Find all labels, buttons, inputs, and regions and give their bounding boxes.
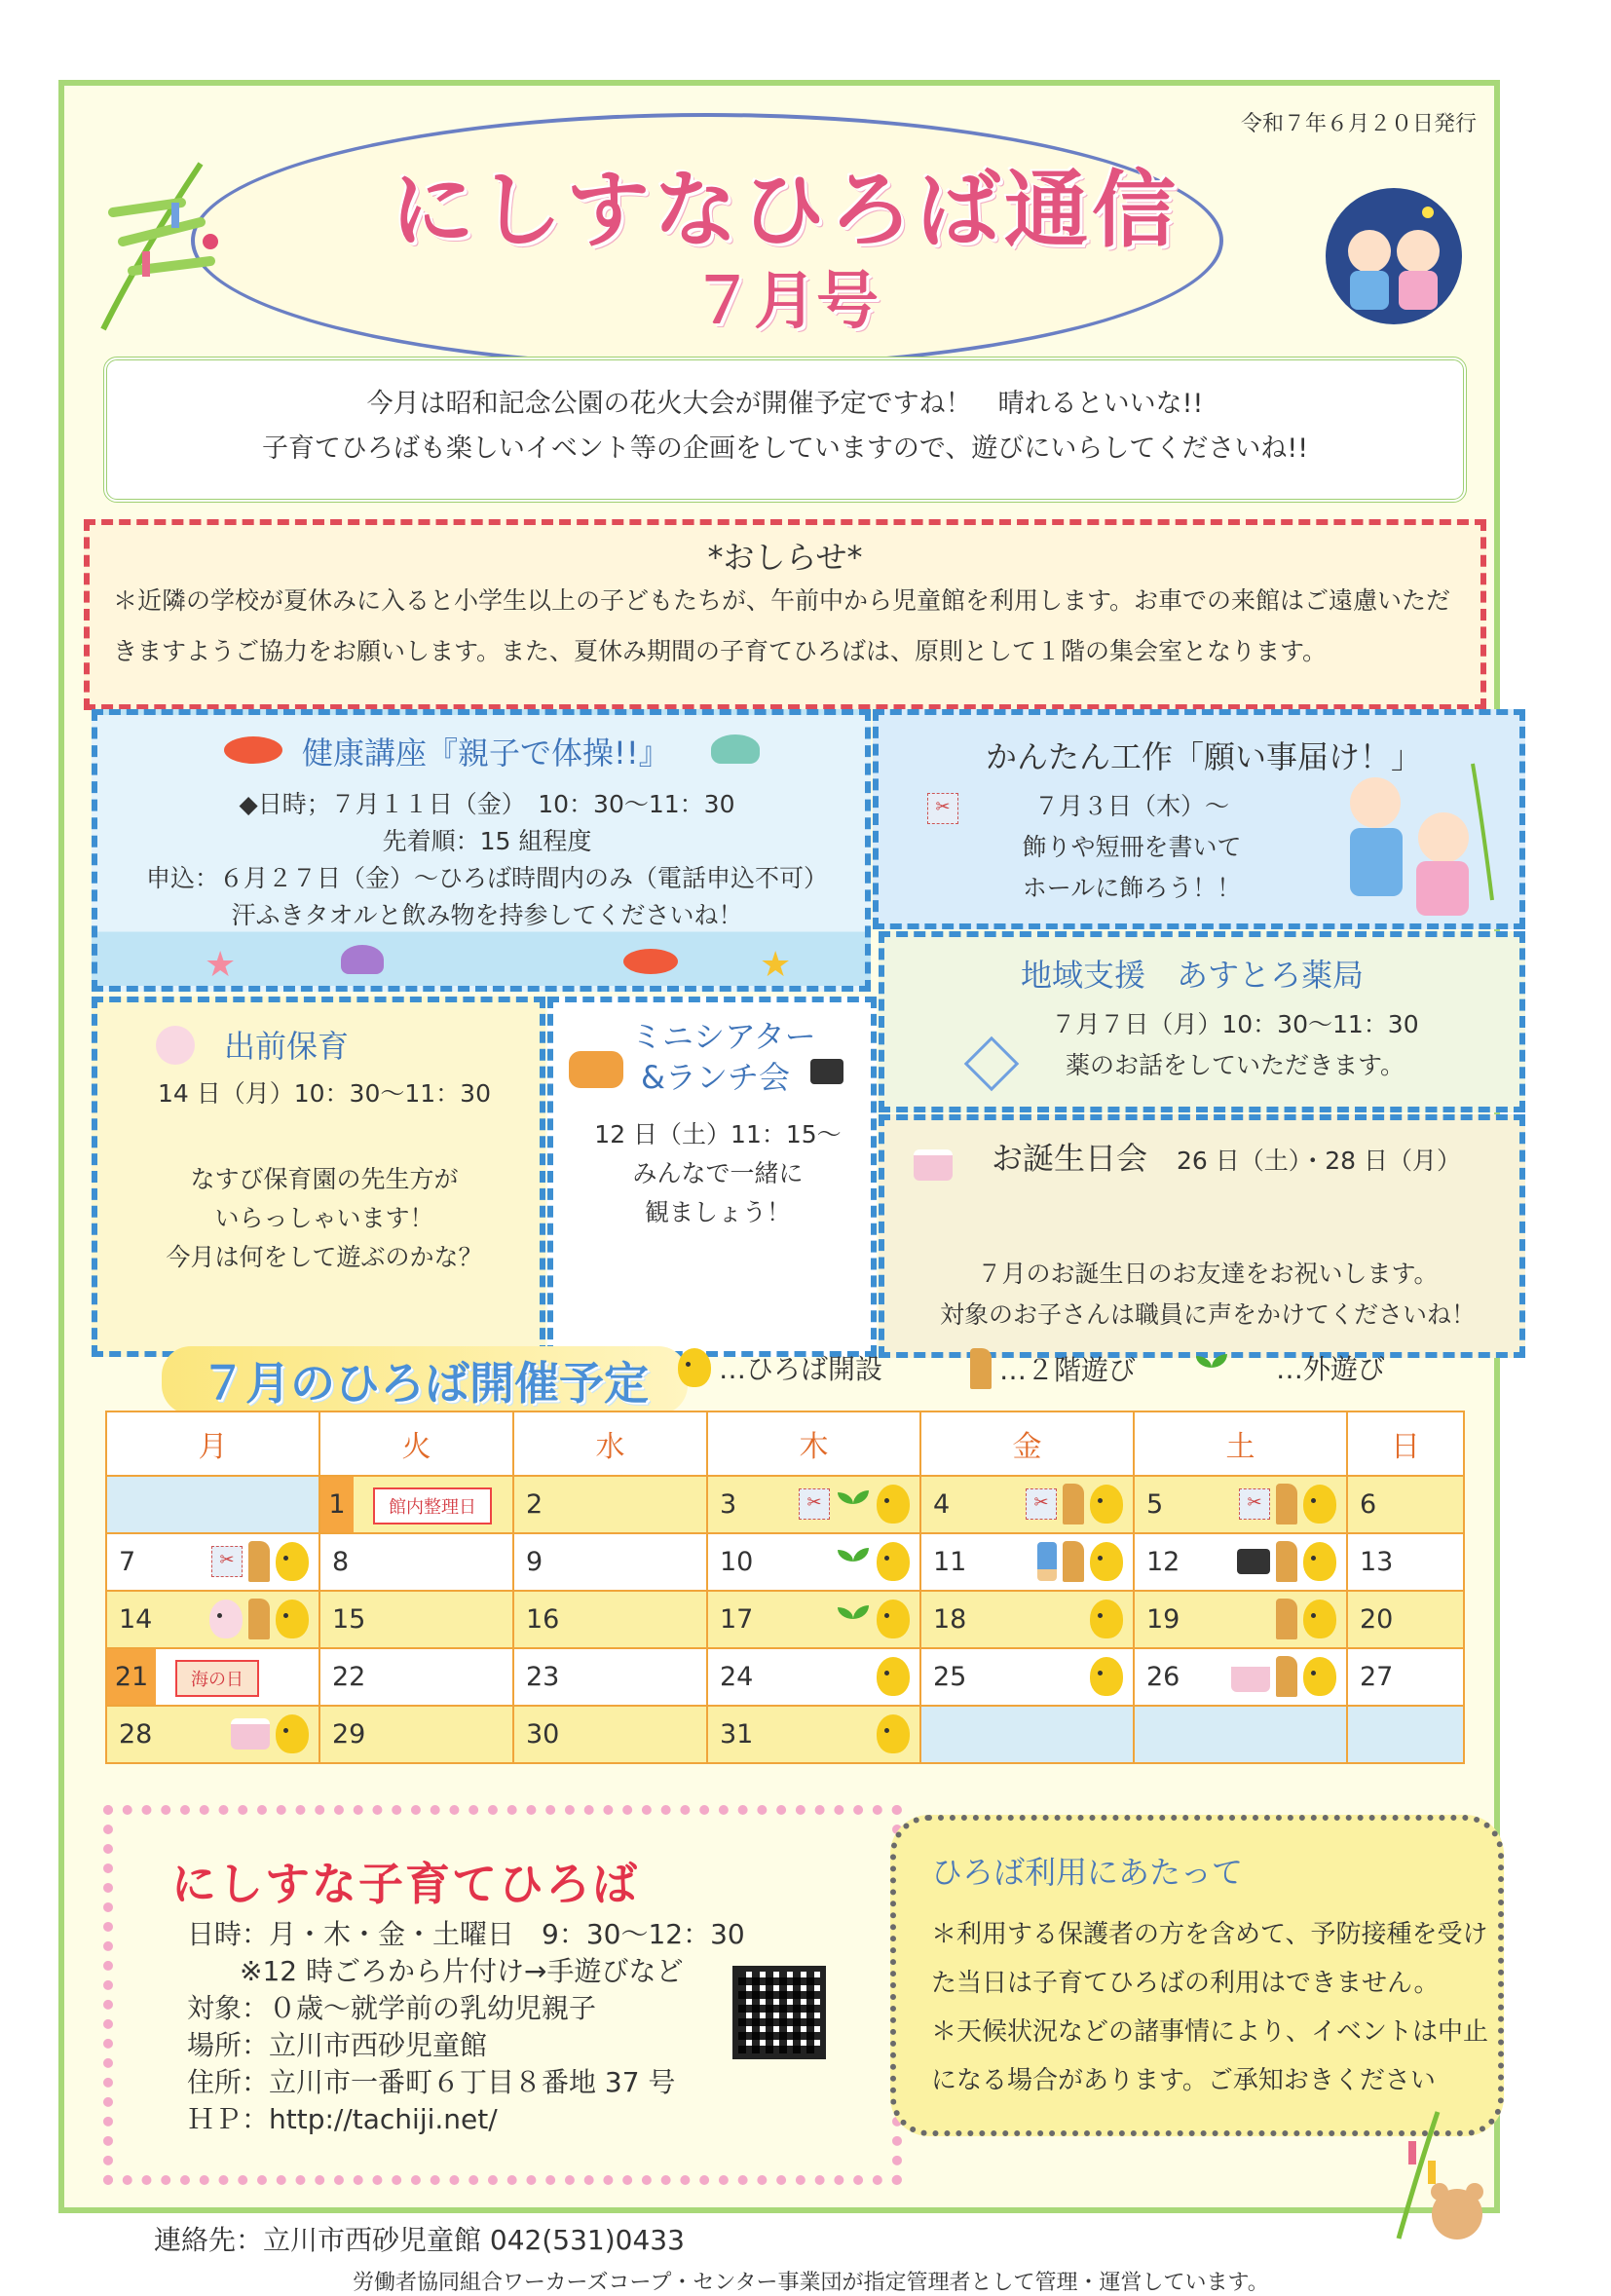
octopus-icon: [341, 945, 384, 974]
calendar-day: 12: [1134, 1533, 1347, 1591]
qr-code-icon[interactable]: [732, 1966, 826, 2059]
calendar-day: 11: [920, 1533, 1134, 1591]
sprout-icon: [1194, 1350, 1229, 1385]
calendar-day: 7 ✂: [106, 1533, 319, 1591]
calendar-week: [106, 1706, 1464, 1763]
giraffe-icon: [248, 1599, 270, 1639]
event-title: 健康講座『親子で体操!!』: [302, 734, 670, 772]
fish-icon: [623, 949, 678, 974]
movie-camera-icon: [1237, 1549, 1270, 1574]
info-hours: 日時：月・木・金・土曜日 9：30～12：30: [187, 1918, 745, 1950]
contact-info: 連絡先：立川市西砂児童館 042(531)0433: [154, 2224, 685, 2256]
chick-icon: [1090, 1600, 1123, 1638]
event-delivery-childcare: [92, 997, 545, 1357]
event-detail: ホールに飾ろう！！: [1022, 874, 1242, 902]
calendar-day-empty: [1134, 1706, 1347, 1763]
event-title: お誕生日会: [992, 1140, 1148, 1177]
calendar-day: 2: [513, 1476, 707, 1533]
calendar-day: 20: [1347, 1591, 1464, 1648]
event-detail: いらっしゃいます！: [214, 1204, 434, 1232]
chick-icon: [877, 1485, 910, 1524]
weekday-header: 金: [920, 1411, 1134, 1476]
info-target: 対象：０歳～就学前の乳幼児親子: [187, 1992, 597, 2024]
event-datetime: ７月７日（月）10：30～11：30: [1051, 1010, 1419, 1038]
chick-icon: [1303, 1657, 1336, 1696]
usage-title: ひろば利用にあたって: [931, 1854, 1244, 1891]
event-title: 地域支援 あすとろ薬局: [1021, 957, 1365, 994]
calendar-day: 27: [1347, 1648, 1464, 1706]
event-capacity: 先着順：15 組程度: [382, 827, 592, 855]
event-craft: [873, 709, 1525, 929]
pencil-icon: [1037, 1542, 1057, 1581]
calendar-day: 25: [920, 1648, 1134, 1706]
calendar-day: 30: [513, 1706, 707, 1763]
calendar-day-empty: [106, 1476, 319, 1533]
calendar-day: 29: [319, 1706, 513, 1763]
legend-label: …ひろば開設: [719, 1353, 883, 1385]
event-birthday: [879, 1114, 1525, 1358]
legend-outdoor: [1194, 1348, 1385, 1387]
cake-icon: [1231, 1661, 1270, 1692]
calendar-day: 18: [920, 1591, 1134, 1648]
calendar-day: 23: [513, 1648, 707, 1706]
notice-title: *おしらせ*: [707, 539, 863, 576]
calendar-day: 21 海の日: [106, 1648, 319, 1706]
event-dates: 26 日（土）・28 日（月）: [1177, 1147, 1462, 1175]
info-note: ※12 時ごろから片付け→手遊びなど: [240, 1955, 684, 1987]
calendar-day: 13: [1347, 1533, 1464, 1591]
calendar-day: 26: [1134, 1648, 1347, 1706]
chick-icon: [1303, 1542, 1336, 1581]
calendar-day: 17: [707, 1591, 920, 1648]
calendar-week: [106, 1533, 1464, 1591]
weekday-header: 土: [1134, 1411, 1347, 1476]
calendar-day: 3 ✂: [707, 1476, 920, 1533]
event-detail: 今月は何をして遊ぶのかな？: [166, 1243, 483, 1271]
event-datetime: 12 日（土）11：15～: [594, 1120, 842, 1148]
giraffe-icon: [248, 1541, 270, 1582]
calendar-day: 14: [106, 1591, 319, 1648]
event-title: ミニシアター: [631, 1018, 816, 1055]
bento-icon: [569, 1051, 623, 1088]
sprout-icon: [836, 1544, 871, 1579]
calendar-day: 28: [106, 1706, 319, 1763]
newsletter-title: にしすなひろば通信: [391, 162, 1180, 259]
calendar-week: [106, 1591, 1464, 1648]
chick-icon: [276, 1600, 309, 1638]
calendar-day: 1 館内整理日: [319, 1476, 513, 1533]
giraffe-icon: [970, 1348, 992, 1389]
legend-upstairs: [970, 1348, 1136, 1389]
orihime-hikoboshi-icon: [1327, 754, 1502, 920]
event-note: 汗ふきタオルと飲み物を持参してくださいね！: [231, 901, 743, 929]
calendar-day: 16: [513, 1591, 707, 1648]
giraffe-icon: [1063, 1541, 1084, 1582]
event-detail: みんなで一緒に: [632, 1159, 804, 1187]
event-title: &ランチ会: [641, 1059, 790, 1096]
calendar-day: 10: [707, 1533, 920, 1591]
event-detail: 飾りや短冊を書いて: [1022, 833, 1242, 861]
event-title: かんたん工作「願い事届け！」: [986, 738, 1423, 775]
calendar-day: 5 ✂: [1134, 1476, 1347, 1533]
schedule-calendar: [105, 1411, 1465, 1764]
info-homepage-link[interactable]: ＨＰ：http://tachiji.net/: [187, 2103, 498, 2135]
chick-icon: [1303, 1485, 1336, 1524]
scissors-icon: ✂: [799, 1488, 830, 1520]
calendar-day: 15: [319, 1591, 513, 1648]
fish-icon: [224, 736, 282, 764]
calendar-day: 19: [1134, 1591, 1347, 1648]
calendar-day: 22: [319, 1648, 513, 1706]
event-application: 申込：６月２７日（金）～ひろば時間内のみ（電話申込不可）: [145, 864, 828, 892]
event-detail: 対象のお子さんは職員に声をかけてくださいね！: [939, 1300, 1476, 1329]
chick-icon: [1090, 1542, 1123, 1581]
calendar-day: 6: [1347, 1476, 1464, 1533]
issue-date: 令和７年６月２０日発行: [1240, 112, 1477, 136]
calendar-day: 9: [513, 1533, 707, 1591]
event-detail: なすび保育園の先生方が: [190, 1165, 459, 1193]
event-detail: 観ましょう！: [644, 1198, 791, 1226]
calendar-day: 4 ✂: [920, 1476, 1134, 1533]
scissors-icon: ✂: [1239, 1488, 1270, 1520]
event-detail: ７月のお誕生日のお友達をお祝いします。: [977, 1260, 1439, 1288]
chick-icon: [877, 1600, 910, 1638]
chick-icon: [877, 1542, 910, 1581]
starfish-icon: ★: [205, 945, 237, 985]
event-pharmacy: [879, 931, 1525, 1112]
rabbit-icon: [209, 1600, 243, 1638]
info-place: 場所：立川市西砂児童館: [187, 2029, 488, 2061]
event-title: 出前保育: [224, 1028, 350, 1065]
event-datetime: 14 日（月）10：30～11：30: [157, 1079, 491, 1108]
usage-notes: [890, 1815, 1504, 2136]
chick-icon: [276, 1714, 309, 1753]
giraffe-icon: [1276, 1484, 1297, 1524]
notice-box: [84, 519, 1486, 710]
movie-camera-icon: [810, 1059, 843, 1084]
rabbit-icon: [156, 1026, 195, 1065]
legend-label: …外遊び: [1276, 1353, 1386, 1385]
event-date: ７月３日（木）～: [1033, 792, 1229, 820]
calendar-day: 8: [319, 1533, 513, 1591]
newsletter-frame: [58, 80, 1500, 2295]
weekday-header: 水: [513, 1411, 707, 1476]
giraffe-icon: [1276, 1541, 1297, 1582]
giraffe-icon: [1276, 1656, 1297, 1697]
newsletter-issue: ７月号: [692, 266, 879, 338]
chick-icon: [276, 1542, 309, 1581]
calendar-day-empty: [1347, 1706, 1464, 1763]
calendar-day-empty: [920, 1706, 1134, 1763]
chick-icon: [678, 1348, 711, 1387]
calendar-day: 24: [707, 1648, 920, 1706]
weekday-header: 日: [1347, 1411, 1464, 1476]
chick-icon: [1090, 1657, 1123, 1696]
sprout-icon: [836, 1487, 871, 1522]
event-mini-theater: [547, 997, 877, 1357]
starfish-icon: ★: [760, 945, 792, 985]
bear-tanabata-icon: [1369, 2102, 1486, 2248]
calendar-week: [106, 1476, 1464, 1533]
cake-icon: [914, 1149, 953, 1181]
cake-icon: [231, 1718, 270, 1750]
scissors-icon: ✂: [927, 793, 958, 824]
notice-text: ＊近隣の学校が夏休みに入ると小学生以上の子どもたちが、午前中から児童館を利用します。お車での来館はご遠慮いただきますようご協力をお願いします。また、夏休み期間の子育てひろばは、原則として１階の集会室となります。: [113, 586, 1451, 665]
usage-line: た当日は子育てひろばの利用はできません。: [931, 1969, 1440, 1998]
giraffe-icon: [1276, 1599, 1297, 1639]
info-address: 住所：立川市一番町６丁目８番地 37 号: [187, 2066, 676, 2098]
tanzaku-icon: [964, 1036, 1020, 1092]
legend-label: …２階遊び: [999, 1354, 1137, 1386]
usage-line: になる場合があります。ご承知おきください: [931, 2066, 1436, 2095]
intro-line: 今月は昭和記念公園の花火大会が開催予定ですね！ 晴れるといいな!!: [366, 389, 1204, 419]
chick-icon: [1090, 1485, 1123, 1524]
sprout-icon: [836, 1601, 871, 1637]
schedule-title: ７月のひろば開催予定: [162, 1346, 688, 1414]
event-detail: 薬のお話をしていただきます。: [1065, 1051, 1405, 1079]
calendar-day: 31: [707, 1706, 920, 1763]
chick-icon: [877, 1657, 910, 1696]
legend-open: [678, 1348, 882, 1387]
weekday-header: 火: [319, 1411, 513, 1476]
chick-icon: [1303, 1600, 1336, 1638]
usage-line: ＊利用する保護者の方を含めて、予防接種を受け: [931, 1920, 1488, 1949]
intro-message: [103, 357, 1467, 503]
calendar-week: [106, 1648, 1464, 1706]
closed-tag: 館内整理日: [373, 1487, 492, 1524]
giraffe-icon: [1063, 1484, 1084, 1524]
intro-line: 子育てひろばも楽しいイベント等の企画をしていますので、遊びにいらしてくださいね!!: [261, 433, 1309, 464]
event-datetime: ◆日時；７月１１日（金） 10：30～11：30: [239, 790, 735, 818]
weekday-header: 木: [707, 1411, 920, 1476]
scissors-icon: ✂: [1026, 1488, 1057, 1520]
info-title: にしすな子育てひろば: [171, 1858, 639, 1910]
weekday-header: 月: [106, 1411, 319, 1476]
holiday-tag: 海の日: [175, 1660, 259, 1697]
chick-icon: [877, 1714, 910, 1753]
event-health-lecture: [92, 709, 871, 992]
jellyfish-icon: [711, 734, 760, 764]
manager-note: 労働者協同組合ワーカーズコープ・センター事業団が指定管理者として管理・運営しています。: [353, 2271, 1269, 2295]
usage-line: ＊天候状況などの諸事情により、イベントは中止: [931, 2017, 1489, 2047]
scissors-icon: ✂: [211, 1546, 243, 1577]
